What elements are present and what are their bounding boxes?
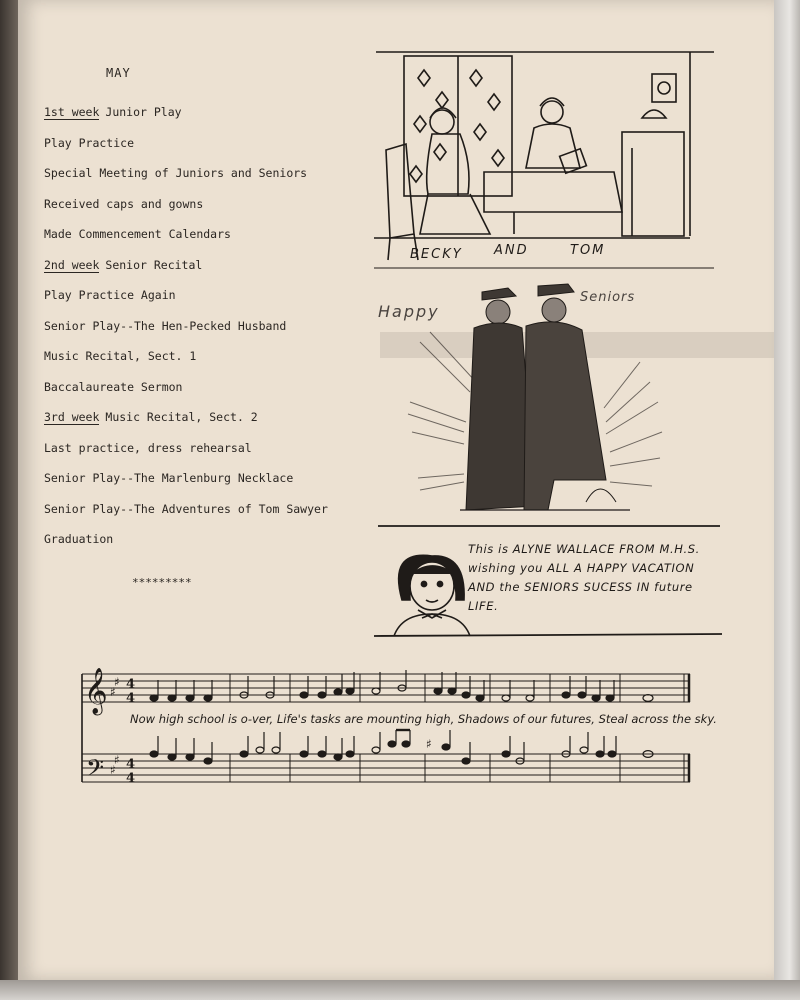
treble-clef-icon: 𝄞 xyxy=(84,668,108,714)
farewell-message: This is ALYNE WALLACE FROM M.H.S. wishing you ALL A HAPPY VACATION AND the SENIORS SUCESS IN future LIFE. xyxy=(468,542,700,613)
event-item xyxy=(44,104,328,135)
event-text: Special Meeting of Juniors and Seniors xyxy=(44,166,308,180)
event-text: Last practice, dress rehearsal xyxy=(44,440,252,455)
key-sharp-icon: ♯ xyxy=(110,763,116,777)
event-item xyxy=(44,379,328,410)
svg-text:♯: ♯ xyxy=(426,737,432,751)
event-item xyxy=(44,165,328,196)
caption-tom: TOM xyxy=(570,243,606,258)
event-text: Junior Play xyxy=(105,105,182,119)
caption-becky: BECKY xyxy=(410,247,463,262)
event-item xyxy=(44,257,328,288)
book-spine xyxy=(0,0,18,1000)
key-sharp-icon: ♯ xyxy=(114,675,120,689)
event-text: Play Practice Again xyxy=(44,288,176,302)
event-text: Made Commencement Calendars xyxy=(44,227,231,241)
event-text: Baccalaureate Sermon xyxy=(44,379,183,394)
event-item xyxy=(44,135,328,166)
page-edge-bottom xyxy=(0,980,800,1000)
time-signature-icon: 4 xyxy=(126,771,136,786)
event-item xyxy=(44,531,328,562)
time-signature-icon: 4 xyxy=(126,677,136,692)
event-item xyxy=(44,409,328,440)
separator-stars: ********* xyxy=(132,576,192,589)
event-text: Play Practice xyxy=(44,135,135,150)
week-label: 3rd week xyxy=(44,410,100,424)
event-list xyxy=(44,104,328,562)
event-text: Senior Recital xyxy=(105,257,203,272)
event-item xyxy=(44,196,328,227)
event-item xyxy=(44,287,328,318)
key-sharp-icon: ♯ xyxy=(110,685,116,699)
event-text: Received caps and gowns xyxy=(44,196,204,211)
event-item xyxy=(44,226,328,257)
time-signature-icon: 4 xyxy=(126,757,136,772)
week-label: 1st week xyxy=(44,105,100,119)
event-text: Graduation xyxy=(44,532,114,546)
caption-and: AND xyxy=(494,243,529,258)
seniors-text: Seniors xyxy=(580,290,636,305)
event-text: Senior Play--The Hen-Pecked Husband xyxy=(44,318,287,333)
time-signature-icon: 4 xyxy=(126,691,136,706)
event-text: Senior Play--The Adventures of Tom Sawyer xyxy=(44,501,328,516)
key-sharp-icon: ♯ xyxy=(114,753,120,767)
happy-text: Happy xyxy=(378,302,440,321)
event-item xyxy=(44,318,328,349)
week-label: 2nd week xyxy=(44,257,100,272)
happy-seniors-illustration xyxy=(400,282,670,518)
bass-notes xyxy=(150,730,653,764)
girl-portrait-icon xyxy=(394,555,470,636)
bass-clef-icon: 𝄢 xyxy=(86,754,105,787)
becky-and-tom-illustration xyxy=(374,48,716,273)
event-text: Senior Play--The Marlenburg Necklace xyxy=(44,471,294,485)
page-edge-right xyxy=(774,0,800,1000)
treble-notes xyxy=(150,670,653,701)
event-item xyxy=(44,470,328,501)
event-text: Music Recital, Sect. 2 xyxy=(105,410,258,424)
event-text: Music Recital, Sect. 1 xyxy=(44,349,197,363)
event-item xyxy=(44,501,328,532)
event-item xyxy=(44,440,328,471)
song-lyrics: Now high school is o-ver, Life's tasks are mounting high, Shadows of our futures, Steal across the sky. xyxy=(130,712,717,726)
event-item xyxy=(44,348,328,379)
month-heading: MAY xyxy=(106,66,131,80)
